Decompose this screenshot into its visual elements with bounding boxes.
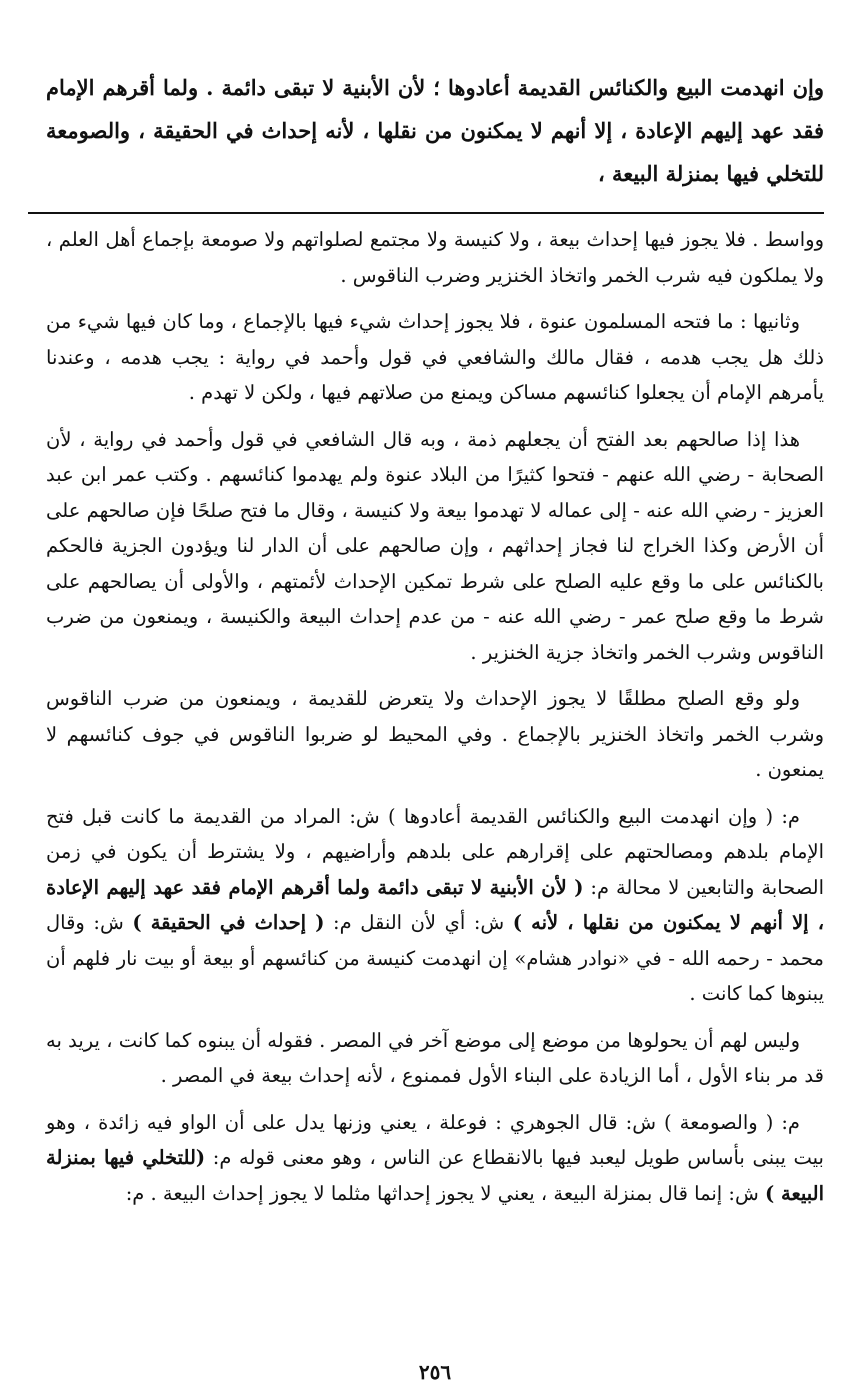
matn-quote: (للتخلي فيها بمنزلة البيعة ) (46, 1146, 824, 1205)
commentary-paragraph: وواسط . فلا يجوز فيها إحداث بيعة ، ولا كنيسة ولا مجتمع لصلواتهم ولا صومعة بإجماع أهل العلم ، ولا يملكون فيه شرب الخمر واتخاذ الخنزير وضرب الناقوس . (46, 228, 824, 287)
matn-text: وإن انهدمت البيع والكنائس القديمة أعادوها ؛ لأن الأبنية لا تبقى دائمة . ولما أقرهم الإمام فقد عهد إليهم الإعادة ، إلا أنهم لا يمكنون من نقلها ، لأنه إحداث في الحقيقة ، والصومعة للتخلي فيها بمنزلة البيعة ، (46, 75, 824, 186)
commentary-text: م: ( والصومعة ) ش: قال الجوهري : فوعلة ، يعني وزنها يدل على أن الواو فيه زائدة ، وهو بيت يبنى بأساس طويل ليعبد فيها بالانقطاع عن الناس ، وهو معنى قوله م: (46, 1110, 824, 1169)
commentary-paragraph (46, 1105, 824, 1212)
commentary-text: ش: إنما قال بمنزلة البيعة ، يعني لا يجوز إحداثها مثلما لا يجوز إحداث البيعة . م: (125, 1181, 759, 1205)
commentary-section (46, 222, 824, 1222)
commentary-paragraph: ولو وقع الصلح مطلقًا لا يجوز الإحداث ولا يتعرض للقديمة ، ويمنعون من ضرب الناقوس وشرب الخمر واتخاذ الخنزير بالإجماع . وفي المحيط لو ضربوا الناقوس في جوف كنائسهم لا يمنعون . (46, 687, 824, 781)
commentary-text: ش: وقال محمد - رحمه الله - في «نوادر هشام» إن انهدمت كنيسة من كنائسهم أو بيعة أو بيت نار فلهم أن يبنوها كما كانت . (46, 911, 824, 1005)
commentary-paragraph: وثانيها : ما فتحه المسلمون عنوة ، فلا يجوز إحداث شيء فيها بالإجماع ، وما كان فيها شيء من ذلك هل يجب هدمه ، فقال مالك والشافعي في قول وأحمد في رواية : يجب هدمه ، وعندنا يأمرهم الإمام أن يجعلوا كنائسهم مساكن ويمنع من صلاتهم فيها ، ولكن لا تهدم . (46, 310, 824, 404)
commentary-text: م: ( وإن انهدمت البيع والكنائس القديمة أعادوها ) ش: المراد من القديمة ما كانت قبل فتح الإمام بلدهم ومصالحتهم على إقرارهم على بلدهم وأراضيهم ، ولا يشترط أن يكون في زمن الصحابة والتابعين لا محالة م: (46, 804, 825, 899)
matn-quote: ( إحداث في الحقيقة ) (132, 911, 325, 934)
commentary-paragraph (46, 799, 824, 1012)
section-divider (28, 212, 824, 214)
commentary-text: ش: أي لأن النقل م: (333, 911, 505, 934)
matn-quote: ( لأن الأبنية لا تبقى دائمة ولما أقرهم الإمام فقد عهد إليهم الإعادة ، إلا أنهم لا يمكنون من نقلها ، لأنه ) (46, 875, 825, 934)
commentary-paragraph: هذا إذا صالحهم بعد الفتح أن يجعلهم ذمة ، وبه قال الشافعي في قول وأحمد في رواية ، لأن الصحابة - رضي الله عنهم - فتحوا كثيرًا من البلاد عنوة ولم يهدموا كنائسهم . وكتب عمر ابن عبد العزيز - رضي الله عنه - إلى عماله لا تهدموا بيعة ولا كنيسة ، وقال ما فتح صلحًا فإن صالحهم على أن الأرض وكذا الخراج لنا فجاز إحداثهم ، وإن صالحهم على أن الدار لنا ويؤدون الجزية فالحكم بالكنائس على ما وقع عليه الصلح على شرط تمكين الإحداث لأئمتهم ، والأولى أن يصالحهم على شرط ما وقع صلح عمر - رضي الله عنه - من عدم إحداث البيعة والكنيسة ، ويمنعون من ضرب الناقوس وشرب الخمر واتخاذ جزية الخنزير . (46, 427, 824, 664)
document-page (46, 66, 825, 1384)
page-number: ٢٥٦ (418, 1360, 452, 1384)
commentary-paragraph: وليس لهم أن يحولوها من موضع إلى موضع آخر في المصر . فقوله أن يبنوه كما كانت ، يريد به قد مر بناء الأول ، أما الزيادة على البناء الأول فممنوع ، لأنه إحداث بيعة في المصر . (46, 1028, 824, 1087)
